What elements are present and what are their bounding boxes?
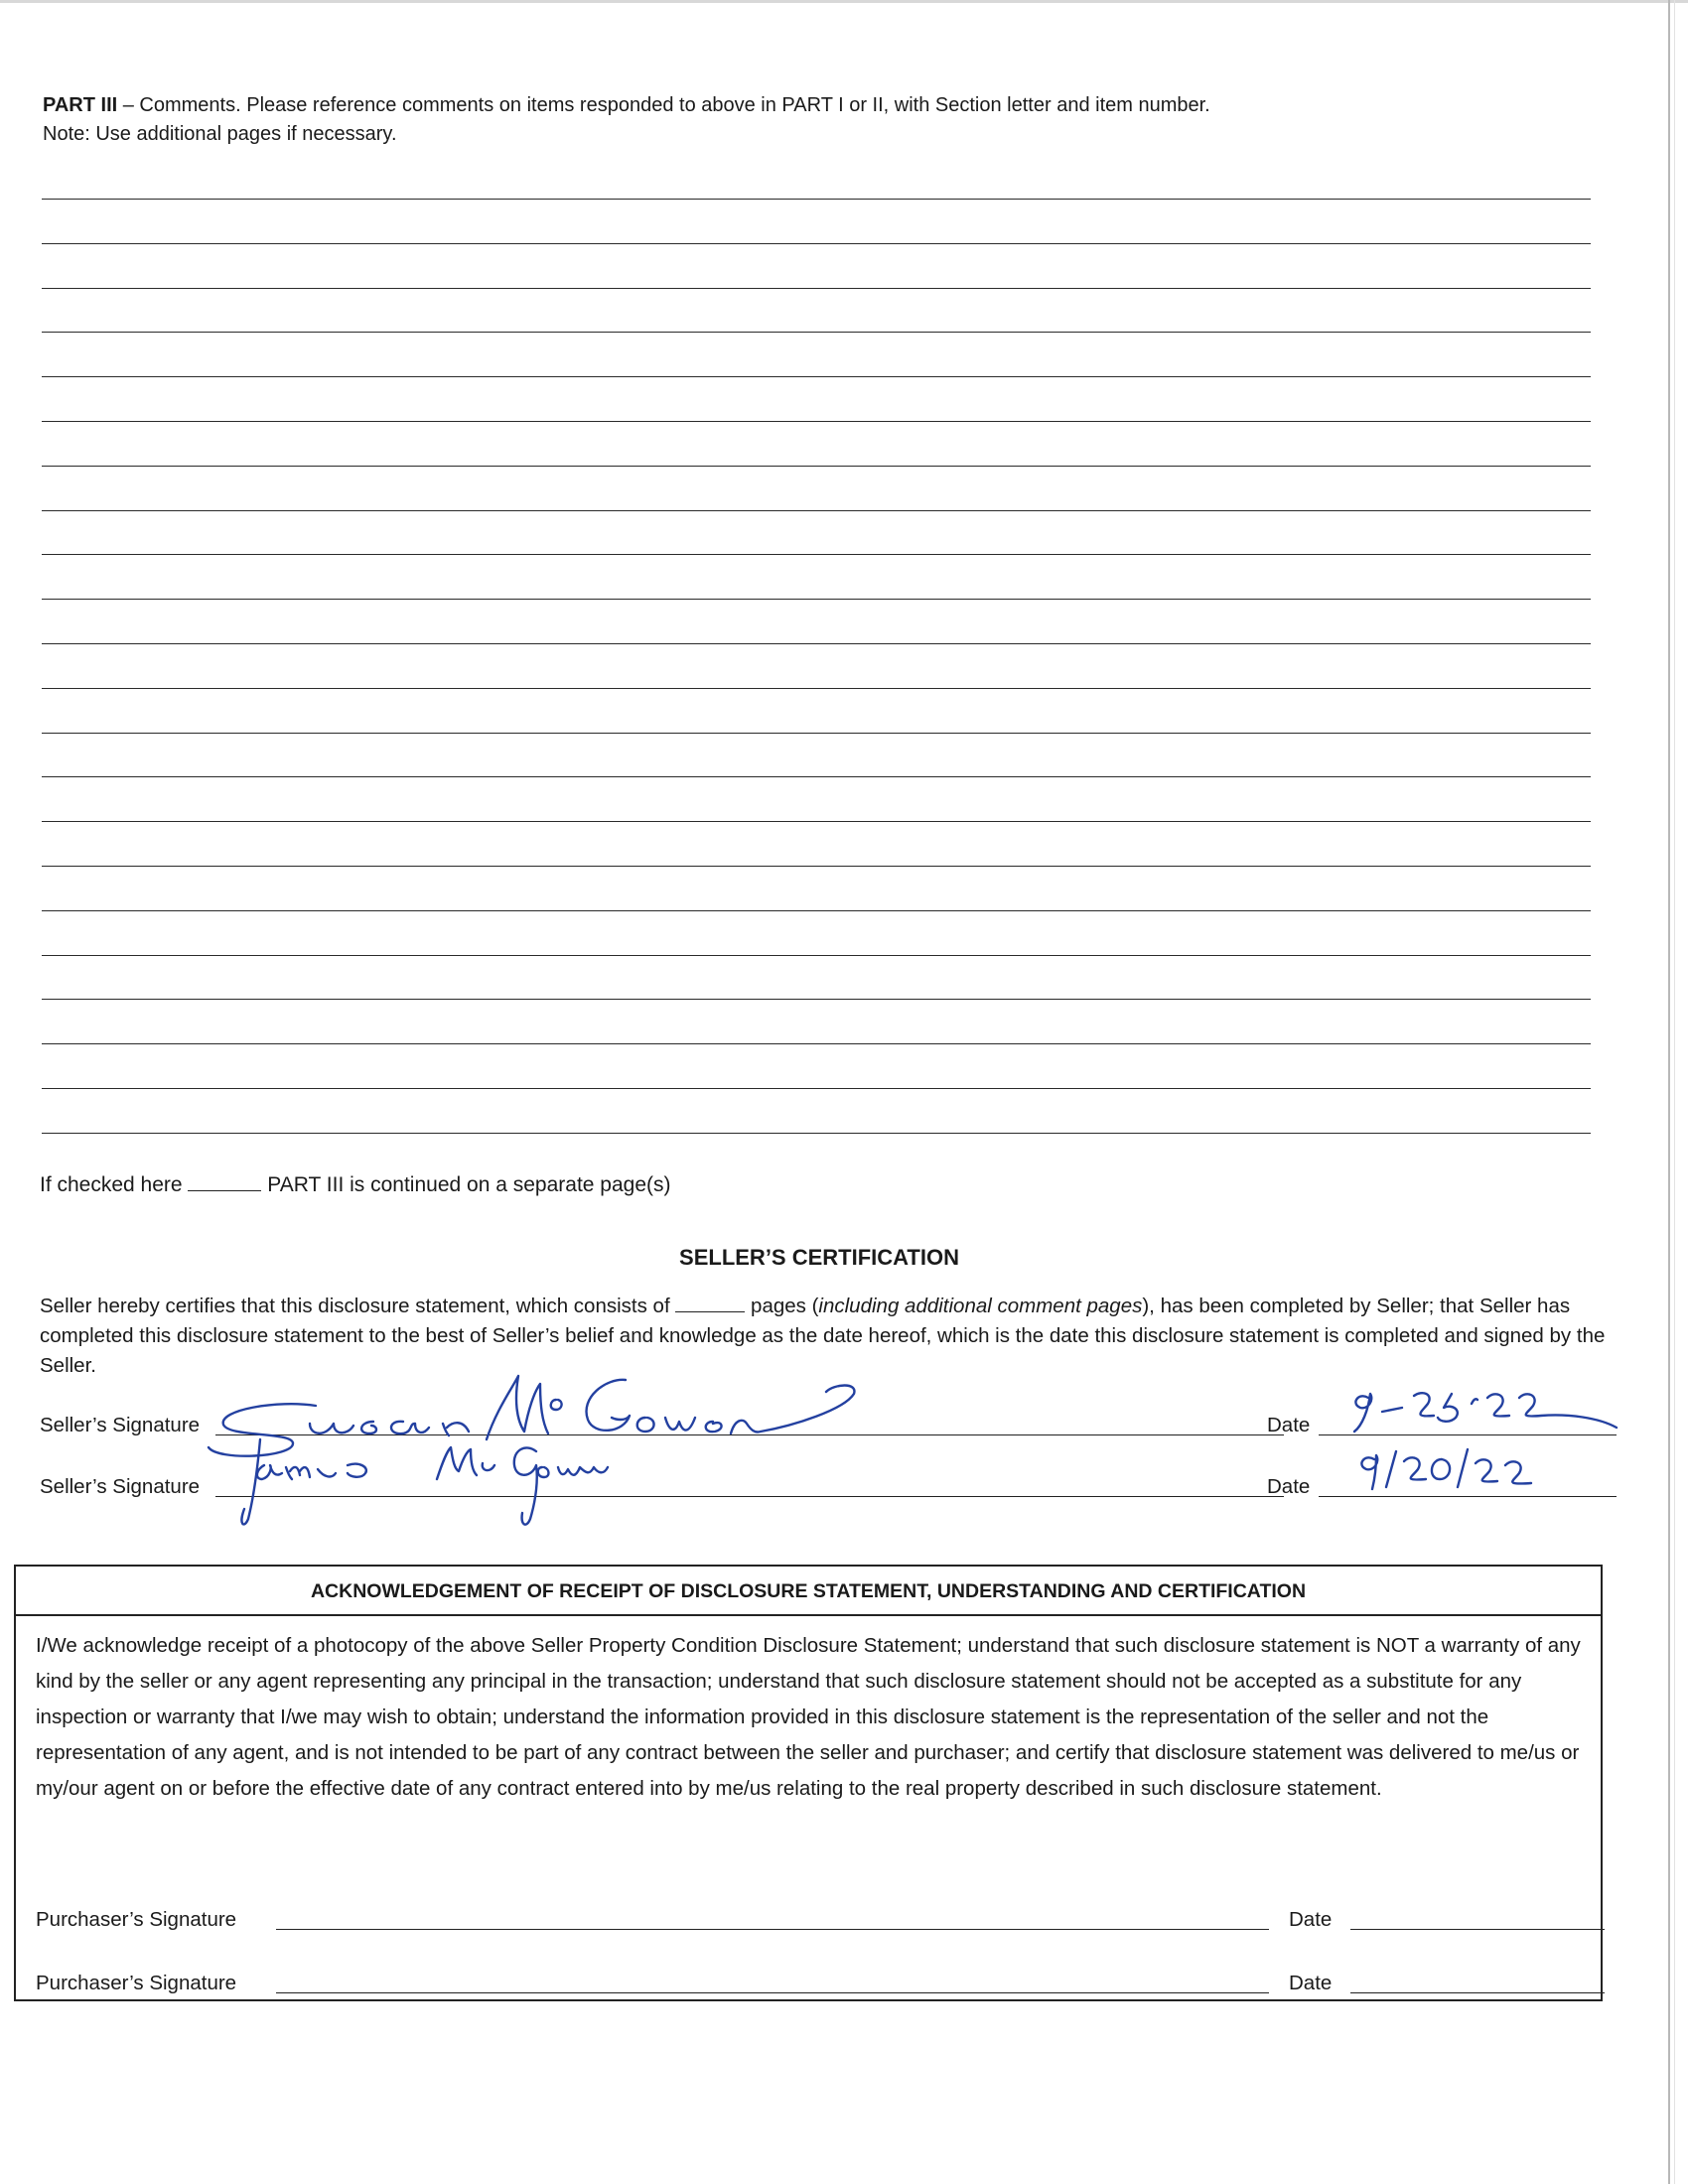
comment-line[interactable] bbox=[42, 776, 1591, 821]
part3-text: – Comments. Please reference comments on items responded to above in PART I or II, with Section letter and item number. bbox=[117, 94, 1210, 116]
sellers-certification-title: SELLER’S CERTIFICATION bbox=[679, 1245, 959, 1270]
comment-line[interactable] bbox=[42, 910, 1591, 955]
comment-line[interactable] bbox=[42, 510, 1591, 555]
comment-line[interactable] bbox=[42, 821, 1591, 866]
comment-line[interactable] bbox=[42, 376, 1591, 421]
comment-line[interactable] bbox=[42, 554, 1591, 599]
seller-signature-label: Seller’s Signature bbox=[40, 1414, 201, 1436]
handwritten-signatures bbox=[199, 1370, 1668, 1549]
acknowledgement-body: I/We acknowledge receipt of a photocopy of the above Seller Property Condition Disclosure Statement; understand that such disclosure statement is NOT a warranty of any kind by the seller or any agent representing any principal in the transaction; understand that such disclosure statement should not be accepted as a substitute for any inspection or warranty that I/we may wish to obtain; understand the information provided in this disclosure statement is the representation of the seller and not the representation of any agent, and is not intended to be part of any contract between the seller and purchaser; and certify that disclosure statement was delivered to me/us or my/our agent on or before the effective date of any contract entered into by me/us relating to the real property described in such disclosure statement. bbox=[36, 1634, 1581, 1800]
scan-edge-right bbox=[1668, 0, 1670, 2184]
purchaser-signature-label: Purchaser’s Signature bbox=[36, 1908, 237, 1931]
seller-signature-label: Seller’s Signature bbox=[40, 1475, 201, 1498]
part3-label: PART III bbox=[43, 94, 118, 116]
handwritten-date-2 bbox=[1361, 1449, 1531, 1489]
certification-text-b: pages ( bbox=[745, 1295, 819, 1317]
page-count-blank[interactable] bbox=[675, 1294, 745, 1312]
certification-text bbox=[40, 1292, 1628, 1381]
comment-line[interactable] bbox=[42, 466, 1591, 510]
part3-header bbox=[43, 91, 1592, 149]
comment-line[interactable] bbox=[42, 421, 1591, 466]
part3-instruction bbox=[43, 91, 1592, 120]
purchaser-signature-row-2 bbox=[36, 1966, 1595, 1999]
comment-lines[interactable] bbox=[42, 199, 1591, 1177]
acknowledgement-title: ACKNOWLEDGEMENT OF RECEIPT OF DISCLOSURE STATEMENT, UNDERSTANDING AND CERTIFICATION bbox=[16, 1567, 1601, 1616]
purchaser-signature-line[interactable] bbox=[276, 1929, 1269, 1930]
comment-line[interactable] bbox=[42, 1133, 1591, 1177]
comment-line[interactable] bbox=[42, 1043, 1591, 1088]
seller-date-label: Date bbox=[1267, 1414, 1311, 1436]
certification-text-c: ), has been completed by Seller; that Seller has completed this disclosure statement to the best of Seller’s belief and knowledge as the date hereof, which is the date this disclosure statement is completed and signed by the Seller. bbox=[40, 1295, 1606, 1377]
comment-line[interactable] bbox=[42, 199, 1591, 243]
purchaser-signature-label: Purchaser’s Signature bbox=[36, 1972, 237, 1994]
seller-date-label: Date bbox=[1267, 1475, 1311, 1498]
handwritten-date-1 bbox=[1354, 1393, 1617, 1432]
comment-line[interactable] bbox=[42, 733, 1591, 777]
comment-line[interactable] bbox=[42, 643, 1591, 688]
comment-line[interactable] bbox=[42, 1088, 1591, 1133]
purchaser-signature-row-1 bbox=[36, 1902, 1595, 1936]
signature-susan-mcgowen bbox=[209, 1376, 854, 1456]
scan-edge-top bbox=[0, 0, 1688, 3]
comment-line[interactable] bbox=[42, 288, 1591, 333]
part3-note: Note: Use additional pages if necessary. bbox=[43, 123, 397, 145]
comment-line[interactable] bbox=[42, 688, 1591, 733]
continued-check-blank[interactable] bbox=[188, 1172, 261, 1191]
comment-line[interactable] bbox=[42, 599, 1591, 643]
signature-james-mcgowen bbox=[241, 1439, 608, 1525]
continued-text-before: If checked here bbox=[40, 1173, 189, 1196]
comment-line[interactable] bbox=[42, 332, 1591, 376]
purchaser-signature-line[interactable] bbox=[276, 1992, 1269, 1993]
purchaser-date-line[interactable] bbox=[1350, 1929, 1605, 1930]
comment-line[interactable] bbox=[42, 243, 1591, 288]
purchaser-date-line[interactable] bbox=[1350, 1992, 1605, 1993]
scan-edge-right-shadow bbox=[1674, 0, 1675, 2184]
certification-text-italic: including additional comment pages bbox=[818, 1295, 1143, 1317]
continued-text-after: PART III is continued on a separate page(s) bbox=[261, 1173, 671, 1196]
comment-line[interactable] bbox=[42, 955, 1591, 1000]
comment-line[interactable] bbox=[42, 999, 1591, 1043]
certification-text-a: Seller hereby certifies that this disclosure statement, which consists of bbox=[40, 1295, 676, 1317]
continued-checkbox-line bbox=[40, 1172, 671, 1197]
acknowledgement-box bbox=[14, 1565, 1603, 2001]
purchaser-date-label: Date bbox=[1289, 1908, 1333, 1931]
comment-line[interactable] bbox=[42, 866, 1591, 910]
purchaser-date-label: Date bbox=[1289, 1972, 1333, 1994]
